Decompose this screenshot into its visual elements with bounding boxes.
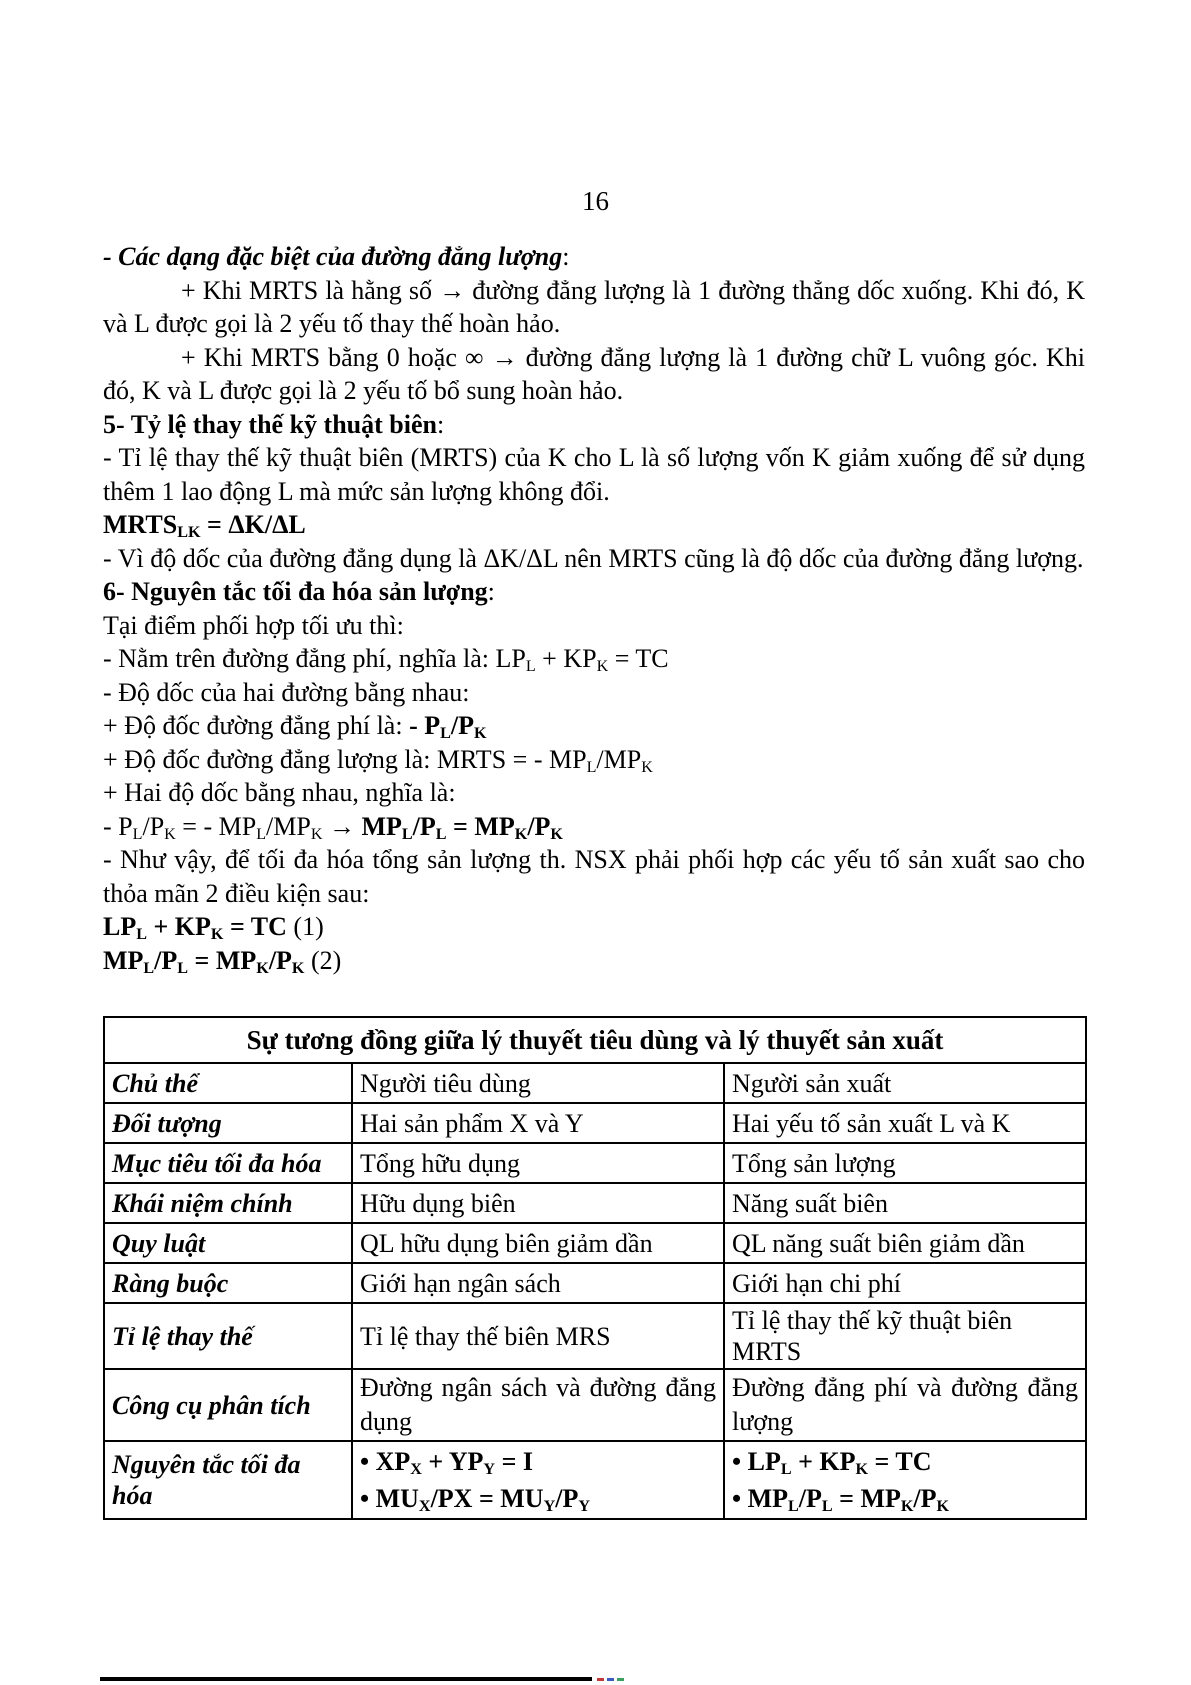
para-conclusion (103, 843, 1085, 910)
text-segment: /PX = MU (430, 1484, 544, 1513)
text-segment: = MP (446, 811, 515, 841)
text-segment: - Các dạng đặc biệt của đường đẳng lượng (103, 242, 563, 271)
text-segment: = TC (868, 1447, 932, 1476)
text-segment: : (562, 242, 570, 271)
footer-color-marks (597, 1678, 624, 1681)
text-segment: QL hữu dụng biên giảm dần (360, 1228, 653, 1258)
text-segment: - Như vậy, để tối đa hóa tổng sản lượng th. NSX phải phối hợp các yếu tố sản xuất sao cho thỏa mãn 2 điều kiện sau: (103, 845, 1085, 908)
producer-cell (724, 1103, 1086, 1143)
text-segment: (2) (304, 945, 342, 975)
text-segment: Người tiêu dùng (360, 1068, 531, 1098)
para-isoquant-slope (103, 743, 1085, 777)
text-segment: Tổng hữu dụng (360, 1148, 520, 1178)
text-segment: Người sản xuất (732, 1068, 892, 1098)
consumer-cell (352, 1369, 724, 1441)
producer-cell (724, 1063, 1086, 1103)
consumer-cell (352, 1103, 724, 1143)
table-row (104, 1183, 1086, 1223)
row-label (104, 1303, 352, 1369)
text-segment: Quy luật (112, 1228, 206, 1258)
text-segment: /P (798, 1484, 822, 1513)
table-row (104, 1103, 1086, 1143)
para-slopes-equal (103, 776, 1085, 810)
row-label (104, 1103, 352, 1143)
row-label (104, 1369, 352, 1441)
para-optimal-point (103, 609, 1085, 643)
text-segment: + Khi MRTS bằng 0 hoặc ∞ → đường đẳng lượng là 1 đường chữ L vuông góc. Khi đó, K và L được gọi là 2 yếu tố bổ sung hoàn hảo. (103, 342, 1085, 405)
footer-rule (100, 1677, 592, 1681)
table-row (104, 1263, 1086, 1303)
text-segment: + Độ đốc đường đẳng phí là: (103, 711, 410, 740)
text-segment: - P (103, 811, 133, 841)
subscript: L (440, 725, 451, 743)
subscript: L (177, 959, 189, 977)
text-segment: = I (495, 1447, 533, 1476)
subscript: Y (483, 1461, 496, 1479)
subscript: K (855, 1461, 869, 1479)
subscript: K (641, 758, 653, 776)
subscript: L (136, 926, 147, 944)
section-5-heading (103, 408, 1085, 442)
text-segment: /P (555, 1484, 579, 1513)
subscript: K (596, 658, 609, 676)
text-segment: Chủ thể (112, 1068, 198, 1098)
formula-slope-equality (103, 810, 1085, 844)
text-segment: Hữu dụng biên (360, 1188, 516, 1218)
para-equal-slopes (103, 676, 1085, 710)
consumer-cell (352, 1183, 724, 1223)
table-row (104, 1143, 1086, 1183)
text-segment: Tỉ lệ thay thế (112, 1321, 253, 1351)
row-label (104, 1143, 352, 1183)
text-segment: Tại điểm phối hợp tối ưu thì: (103, 610, 404, 640)
text-segment: /P (450, 711, 474, 740)
para-mrts-slope (103, 542, 1085, 576)
text-segment: Tỉ lệ thay thế biên MRS (360, 1321, 611, 1351)
row-label (104, 1441, 352, 1519)
text-segment: - Vì độ dốc của đường đẳng dụng là ΔK/ΔL nên MRTS cũng là độ dốc của đường đẳng lượng. (103, 543, 1084, 573)
text-segment: • MP (732, 1484, 789, 1513)
para-mrts-definition (103, 441, 1085, 508)
text-segment: + KP (535, 644, 597, 673)
subscript: L (435, 825, 447, 843)
table-title: Sự tương đồng giữa lý thuyết tiêu dùng và lý thuyết sản xuất (104, 1017, 1086, 1063)
para-mrts-constant (103, 274, 1085, 341)
text-segment: /MP (596, 744, 642, 774)
text-segment: MRTS (103, 510, 178, 539)
text-segment: Công cụ phân tích (112, 1390, 311, 1420)
text-segment: Tỉ lệ thay thế kỹ thuật biên MRTS (732, 1306, 1013, 1366)
body-text (103, 240, 1085, 977)
text-segment: Năng suất biên (732, 1188, 888, 1218)
text-segment: Tổng sản lượng (732, 1148, 896, 1178)
subscript: LK (177, 524, 201, 542)
page-number: 16 (582, 186, 609, 216)
subscript: L (401, 825, 413, 843)
subscript: L (821, 1498, 833, 1516)
subscript: K (936, 1498, 950, 1516)
text-segment: Đường đẳng phí và đường đẳng lượng (732, 1373, 1078, 1436)
text-segment: = TC (223, 912, 287, 941)
subscript: L (132, 825, 143, 843)
text-segment: /P (527, 811, 551, 841)
para-mrts-zero-infinity (103, 341, 1085, 408)
text-segment: Đường ngân sách và đường đẳng dụng (360, 1373, 716, 1436)
subscript: L (256, 825, 267, 843)
formula-condition-1 (103, 910, 1085, 944)
consumer-cell (352, 1063, 724, 1103)
text-segment: MP (361, 811, 402, 841)
table-row (104, 1303, 1086, 1369)
consumer-cell (352, 1303, 724, 1369)
row-label (104, 1263, 352, 1303)
consumer-cell (352, 1223, 724, 1263)
consumer-cell (352, 1441, 724, 1519)
text-segment: = - MP (175, 811, 257, 841)
subscript: K (550, 825, 563, 843)
text-segment: /P (412, 811, 436, 841)
row-label (104, 1223, 352, 1263)
subscript: K (291, 959, 305, 977)
table-row (104, 1063, 1086, 1103)
table-row (104, 1223, 1086, 1263)
subscript: K (210, 926, 224, 944)
text-segment: /P (913, 1484, 937, 1513)
text-segment: • XP (360, 1447, 411, 1476)
text-segment: - Tỉ lệ thay thế kỹ thuật biên (MRTS) của K cho L là số lượng vốn K giảm xuống để sử dụng thêm 1 lao động L mà mức sản lượng không đổi. (103, 443, 1085, 506)
text-segment: (1) (286, 912, 324, 941)
text-segment: Ràng buộc (112, 1268, 229, 1298)
text-segment: → (322, 811, 362, 841)
text-segment: - P (409, 711, 441, 740)
text-segment: • LP (732, 1447, 781, 1476)
subscript: K (164, 825, 176, 843)
subscript: L (780, 1461, 792, 1479)
text-segment: = MP (188, 945, 257, 975)
formula-mrts (103, 508, 1085, 542)
text-segment: Giới hạn ngân sách (360, 1268, 561, 1298)
para-isocost-slope (103, 709, 1085, 743)
text-segment: : (436, 409, 445, 439)
footer-mark (607, 1678, 614, 1681)
subscript: L (586, 758, 597, 776)
text-segment: /P (142, 811, 165, 841)
subscript: K (256, 959, 269, 977)
producer-cell (724, 1183, 1086, 1223)
text-segment: = TC (608, 644, 669, 673)
text-segment: Khái niệm chính (112, 1188, 293, 1218)
text-segment: + YP (421, 1447, 484, 1476)
text-segment: + Khi MRTS là hằng số → đường đẳng lượng là 1 đường thẳng dốc xuống. Khi đó, K và L được gọi là 2 yếu tố thay thế hoàn hảo. (103, 275, 1085, 338)
text-segment: /P (154, 945, 178, 975)
producer-cell (724, 1303, 1086, 1369)
table-title-row (104, 1017, 1086, 1063)
subscript: X (410, 1461, 422, 1479)
text-segment: 6- Nguyên tắc tối đa hóa sản lượng (103, 577, 488, 606)
text-segment: + Độ đốc đường đẳng lượng là: MRTS = - MP (103, 744, 587, 774)
text-segment: QL năng suất biên giảm dần (732, 1228, 1025, 1258)
text-segment: Giới hạn chi phí (732, 1268, 901, 1298)
formula-condition-2 (103, 944, 1085, 978)
text-segment: Hai sản phẩm X và Y (360, 1108, 584, 1138)
text-segment: Đối tượng (112, 1108, 222, 1138)
special-forms-heading (103, 240, 1085, 274)
text-segment: • MU (360, 1484, 419, 1513)
row-label (104, 1183, 352, 1223)
producer-cell (724, 1369, 1086, 1441)
text-segment: - Nằm trên đường đẳng phí, nghĩa là: LP (103, 644, 526, 673)
producer-cell (724, 1143, 1086, 1183)
consumer-cell (352, 1263, 724, 1303)
para-isocost-condition (103, 642, 1085, 676)
footer-mark (597, 1678, 604, 1681)
comparison-table (103, 1016, 1087, 1520)
footer-mark (617, 1678, 624, 1681)
text-segment: + KP (146, 912, 211, 941)
section-6-heading (103, 575, 1085, 609)
subscript: L (143, 959, 155, 977)
producer-cell (724, 1263, 1086, 1303)
text-segment: 5- Tỷ lệ thay thế kỹ thuật biên (103, 409, 437, 439)
text-segment: : (487, 577, 495, 606)
subscript: Y (578, 1498, 590, 1516)
subscript: Y (543, 1498, 556, 1516)
text-segment: MP (103, 945, 144, 975)
table-row (104, 1369, 1086, 1441)
subscript: K (473, 725, 487, 743)
text-segment: /P (268, 945, 292, 975)
producer-cell (724, 1223, 1086, 1263)
text-segment: /MP (266, 811, 311, 841)
subscript: K (514, 825, 528, 843)
text-segment: + Hai độ dốc bằng nhau, nghĩa là: (103, 778, 456, 807)
text-segment: Nguyên tắc tối đa hóa (112, 1450, 301, 1510)
subscript: K (310, 825, 323, 843)
text-segment: = MP (832, 1484, 901, 1513)
consumer-cell (352, 1143, 724, 1183)
text-segment: Hai yếu tố sản xuất L và K (732, 1108, 1011, 1138)
text-segment: Mục tiêu tối đa hóa (112, 1148, 322, 1178)
subscript: K (900, 1498, 914, 1516)
text-segment: - Độ dốc của hai đường bằng nhau: (103, 677, 470, 707)
subscript: L (788, 1498, 799, 1516)
text-segment: LP (103, 912, 137, 941)
text-segment: = ΔK/ΔL (200, 510, 306, 539)
text-segment: + KP (791, 1447, 856, 1476)
subscript: X (418, 1498, 431, 1516)
subscript: L (525, 658, 536, 676)
producer-cell (724, 1441, 1086, 1519)
row-label (104, 1063, 352, 1103)
table-row (104, 1441, 1086, 1519)
